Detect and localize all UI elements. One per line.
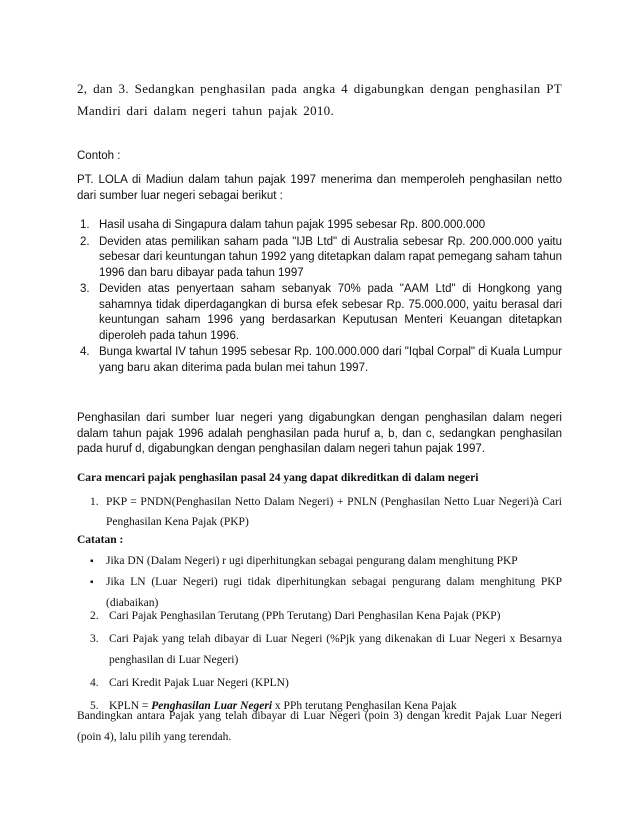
step-1 <box>87 492 562 532</box>
final-paragraph: Bandingkan antara Pajak yang telah dibayar di Luar Negeri (poin 3) dengan kredit Pajak Luar Negeri (poin 4), lalu pilih yang terendah. <box>77 710 562 743</box>
list-item-text: Cari Pajak yang telah dibayar di Luar Negeri (%Pjk yang dikenakan di Luar Negeri x Besarnya penghasilan di Luar Negeri) <box>109 633 562 666</box>
step-number: 3. <box>90 633 99 645</box>
formula-suffix: x PPh terutang Penghasilan Kena Pajak <box>272 700 457 712</box>
list-number: 1. <box>80 219 90 231</box>
formula-emphasis: Penghasilan Luar Negeri <box>151 700 273 712</box>
list-item-text: Deviden atas penyertaan saham sebanyak 70% pada "AAM Ltd" di Hongkong yang sahamnya tidak diperdagangkan di bursa efek sebesar Rp. 75.000.000, yaitu berasal dari keuntungan saham 1996 yang berdasarkan Keputusan Menteri Keuangan ditetapkan diperoleh pada tahun 1996. <box>99 283 562 342</box>
list-item <box>87 629 562 671</box>
list-item <box>77 218 562 234</box>
steps-list <box>87 606 562 719</box>
list-item <box>77 282 562 344</box>
method-heading: Cara mencari pajak penghasilan pasal 24 yang dapat dikreditkan di dalam negeri <box>77 472 479 484</box>
list-item-text: Bunga kwartal IV tahun 1995 sebesar Rp. 100.000.000 dari "Iqbal Corpal" di Kuala Lumpur yang baru akan diterima pada bulan mei tahun 1997. <box>99 346 562 374</box>
list-item <box>87 551 562 572</box>
catatan-label: Catatan : <box>77 534 124 546</box>
list-item-text: Cari Pajak Penghasilan Terutang (PPh Terutang) Dari Penghasilan Kena Pajak (PKP) <box>109 610 501 622</box>
step-number: 4. <box>90 677 99 689</box>
list-item <box>87 673 562 694</box>
intro-paragraph: 2, dan 3. Sedangkan penghasilan pada angka 4 digabungkan dengan penghasilan PT Mandiri dari dalam negeri tahun pajak 2010. <box>77 81 562 118</box>
formula-prefix: KPLN = <box>109 700 152 712</box>
list-number: 2. <box>80 235 90 248</box>
contoh-label: Contoh : <box>77 150 121 162</box>
list-item-text: Hasil usaha di Singapura dalam tahun pajak 1995 sebesar Rp. 800.000.000 <box>99 219 486 231</box>
step-number: 2. <box>90 610 99 622</box>
bullet-icon: ▪ <box>90 577 94 588</box>
list-number: 4. <box>80 346 90 358</box>
list-item-text: Jika DN (Dalam Negeri) r ugi diperhitungkan sebagai pengurang dalam menghitung PKP <box>106 555 518 567</box>
example-paragraph: PT. LOLA di Madiun dalam tahun pajak 1997 menerima dan memperoleh penghasilan netto dari sumber luar negeri sebagai berikut : <box>77 174 562 202</box>
example-list <box>77 218 562 377</box>
list-item <box>77 345 562 376</box>
list-item <box>87 606 562 627</box>
notes-list <box>87 551 562 614</box>
bullet-icon: ▪ <box>90 556 94 567</box>
list-item-text: Cari Kredit Pajak Luar Negeri (KPLN) <box>109 677 289 689</box>
summary-paragraph: Penghasilan dari sumber luar negeri yang digabungkan dengan penghasilan dalam negeri dalam tahun pajak 1996 adalah penghasilan pada huruf a, b, dan c, sedangkan penghasilan pada huruf d, digabungkan dengan penghasilan dalam negeri tahun pajak 1997. <box>77 412 562 455</box>
step-number: 1. <box>90 496 99 508</box>
list-item-text: Deviden atas pemilikan saham pada "IJB Ltd" di Australia sebesar Rp. 200.000.000 yaitu sebesar dari keuntungan tahun 1992 yang ditetapkan dalam rapat pemegang saham tahun 1996 dan baru dibayar pada tahun 1997 <box>99 235 562 279</box>
list-number: 3. <box>80 283 90 295</box>
list-item-text: Jika LN (Luar Negeri) rugi tidak diperhitungkan sebagai pengurang dalam menghitung PKP (diabaikan) <box>106 576 562 609</box>
step-text: PKP = PNDN(Penghasilan Netto Dalam Negeri) + PNLN (Penghasilan Netto Luar Negeri)à Cari Penghasilan Kena Pajak (PKP) <box>106 496 562 528</box>
step-number: 5. <box>90 700 99 712</box>
list-item <box>77 235 562 282</box>
